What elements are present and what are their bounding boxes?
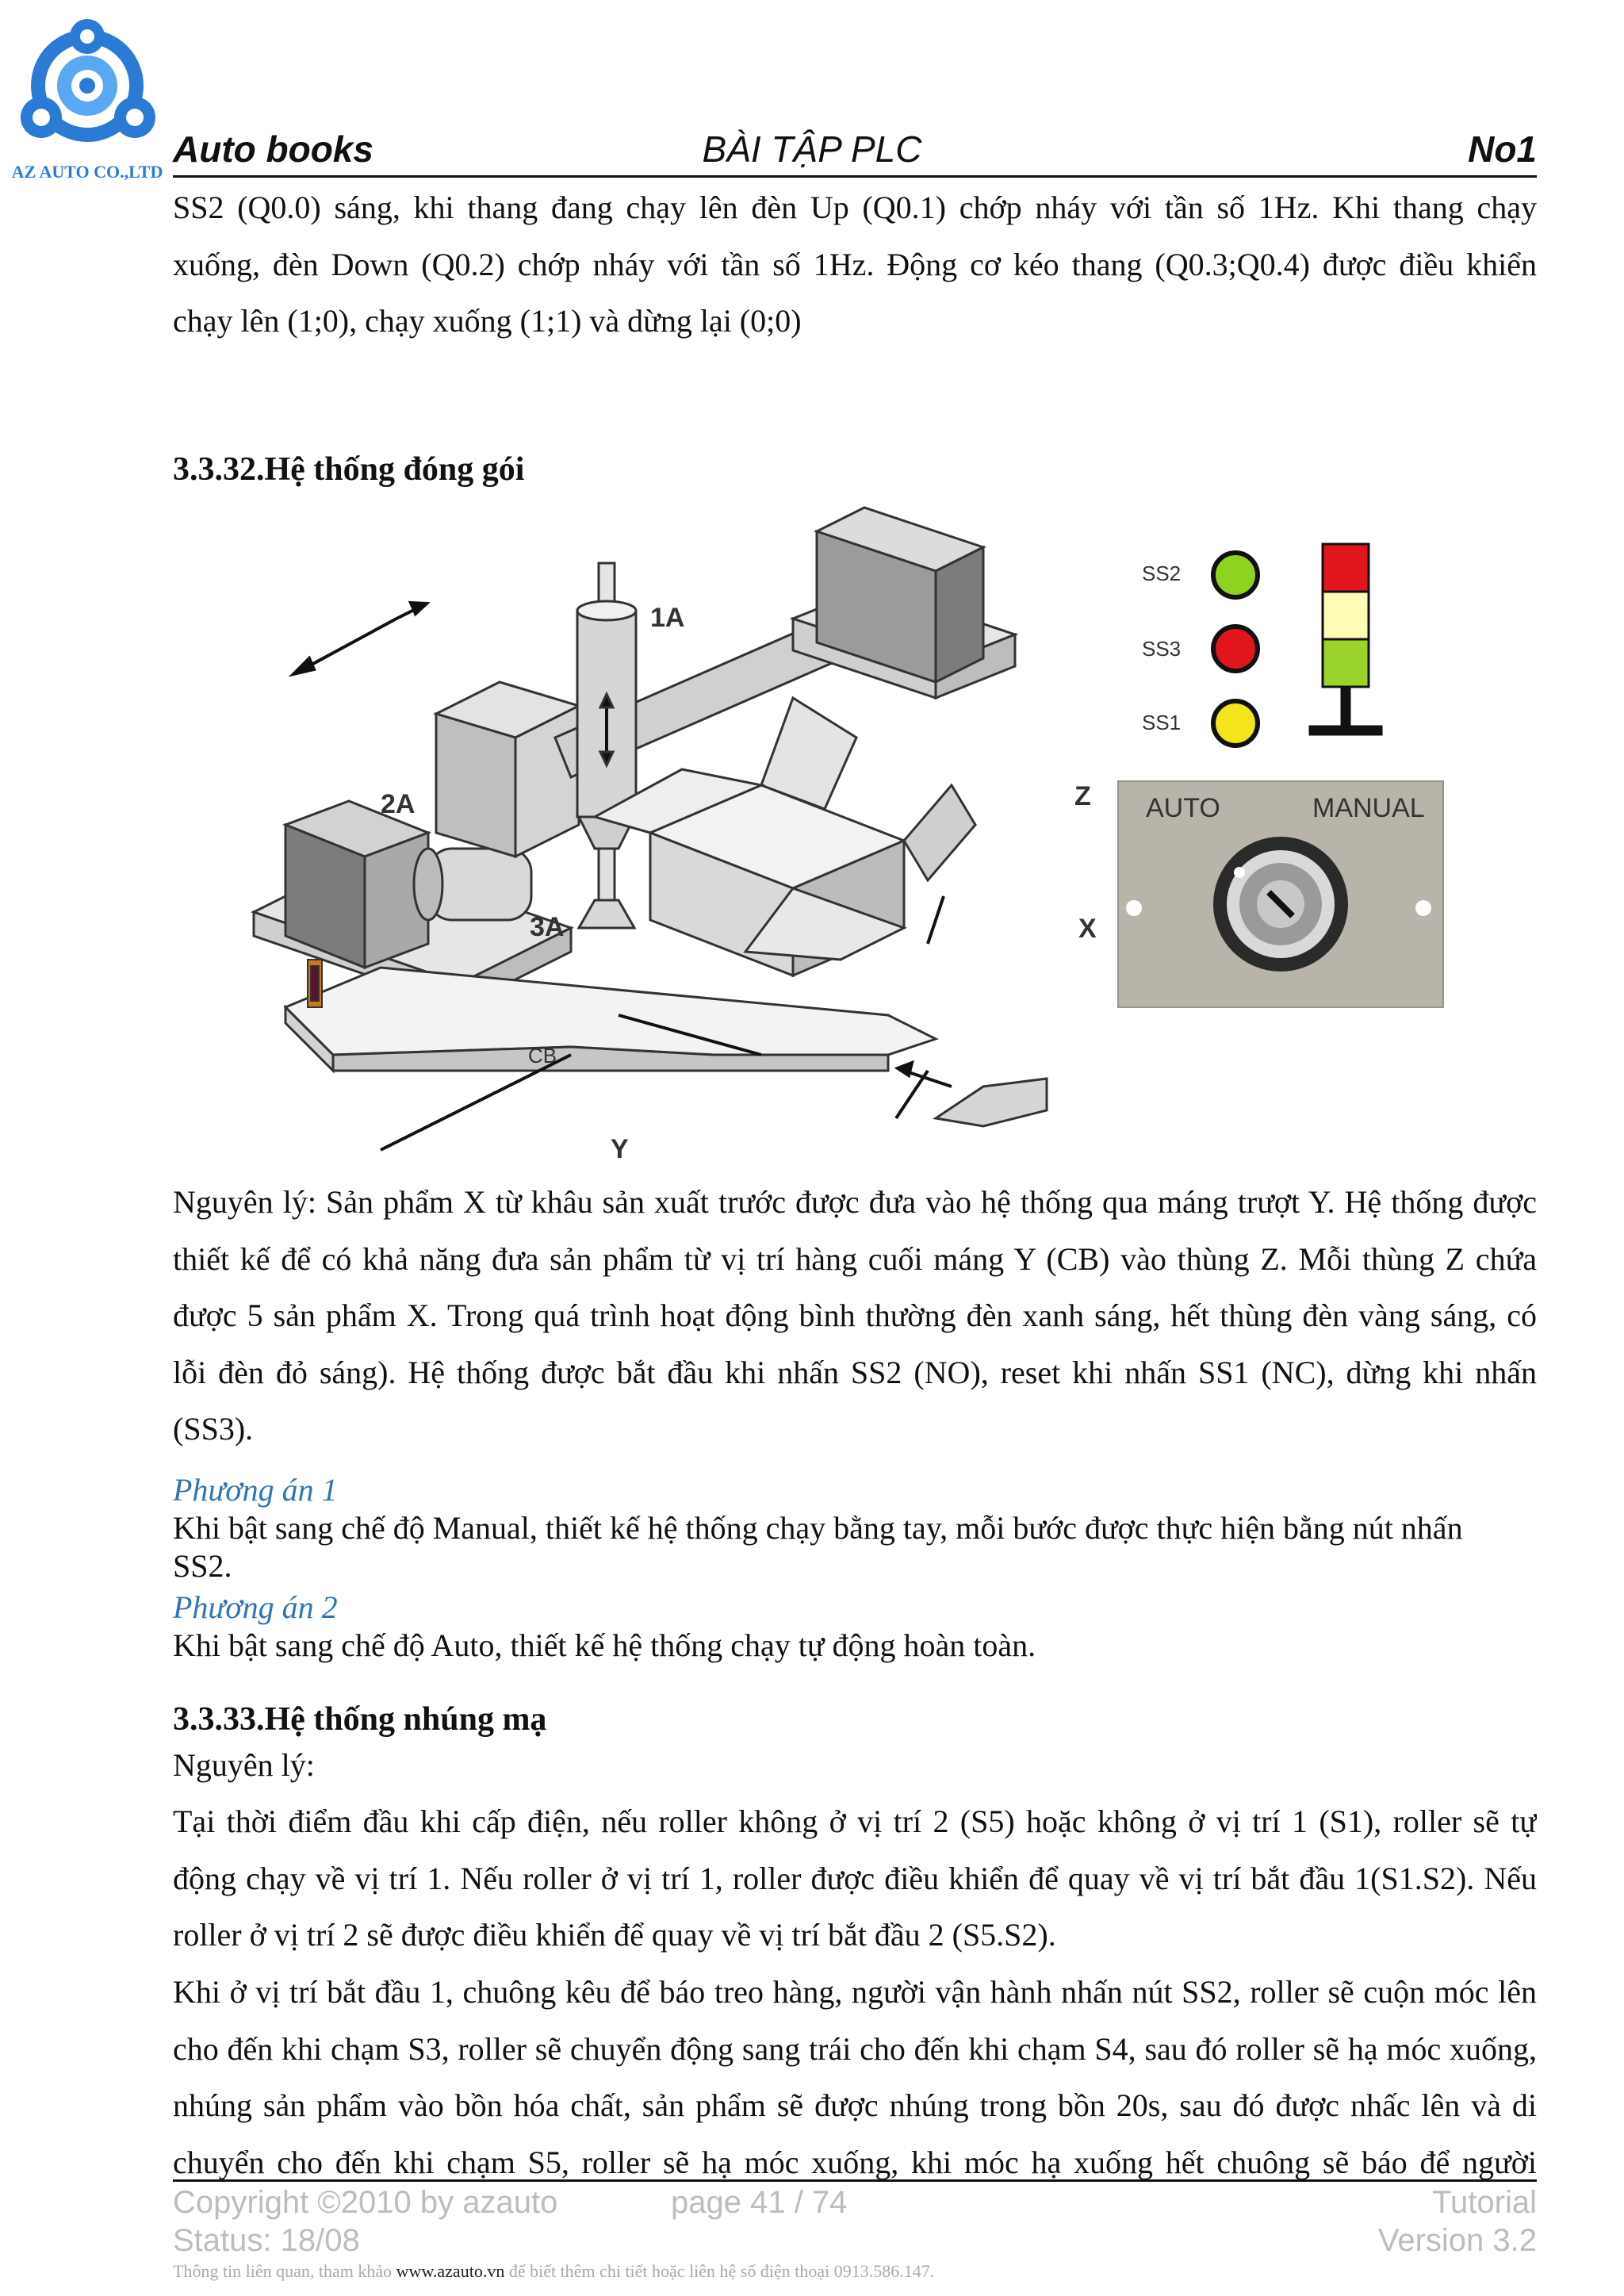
text-line: chạy lên (1;0), chạy xuống (1;1) và dừng lại (0;0) [173, 303, 802, 339]
label-2a: 2A [381, 789, 416, 819]
option-2-line: Khi bật sang chế độ Auto, thiết kế hệ thống chạy tự động hoàn toàn. [173, 1627, 1036, 1663]
switch-label-auto: AUTO [1146, 793, 1220, 823]
mode-switch-plate [1118, 781, 1443, 1007]
section-heading-33: 3.3.33.Hệ thống nhúng mạ [173, 1701, 547, 1738]
header-right: No1 [1468, 128, 1537, 170]
text-line: cho đến khi chạm S3, roller sẽ chuyển động sang trái cho đến khi chạm S4, sau đó roller sẽ hạ móc xuống, [173, 2030, 1537, 2067]
text-line: lỗi đèn đỏ sáng). Hệ thống được bắt đầu khi nhấn SS2 (NO), reset khi nhấn SS1 (NC), dừng khi nhấn [173, 1354, 1537, 1390]
label-1a: 1A [650, 603, 685, 633]
text-line: roller ở vị trí 2 sẽ được điều khiển để quay về vị trí bắt đầu 2 (S5.S2). [173, 1917, 1056, 1953]
principle-paragraph-32 [173, 1174, 1537, 1458]
footer-status: Status: 18/08 [173, 2223, 360, 2258]
packaging-system-figure [238, 500, 1475, 1182]
text-line: được 5 sản phẩm X. Trong quá trình hoạt động bình thường đèn xanh sáng, hết thùng đèn vàng sáng, có [173, 1297, 1537, 1333]
packaging-diagram [238, 500, 1475, 1182]
button-ss1-light [1213, 701, 1258, 746]
button-label-ss1: SS1 [1142, 711, 1182, 734]
label-3a: 3A [530, 912, 565, 942]
footer-version: Version 3.2 [1377, 2223, 1537, 2258]
text-line: Nguyên lý: Sản phẩm X từ khâu sản xuất trước được đưa vào hệ thống qua máng trượt Y. Hệ thống được [173, 1184, 1537, 1220]
text-line: thiết kế để có khả năng đưa sản phẩm từ vị trí hàng cuối máng Y (CB) vào thùng Z. Mỗi thùng Z chứa [173, 1240, 1537, 1277]
label-cb: CB [528, 1044, 557, 1068]
carriage [436, 682, 579, 857]
footer-copyright: Copyright ©2010 by azauto [173, 2185, 558, 2220]
header-rule [173, 175, 1537, 178]
option-1-line-1: Khi bật sang chế độ Manual, thiết kế hệ thống chạy bằng tay, mỗi bước được thực hiện bằng nút nhấn [173, 1510, 1463, 1546]
option-2-title: Phương án 2 [173, 1589, 338, 1625]
footer-page-number: page 41 / 74 [671, 2185, 848, 2220]
button-ss3-light [1213, 627, 1258, 671]
footer-rule [173, 2179, 1537, 2182]
text-line: xuống, đèn Down (Q0.2) chớp nháy với tần số 1Hz. Động cơ kéo thang (Q0.3;Q0.4) được điều khiển [173, 246, 1537, 282]
footer-tutorial: Tutorial [1432, 2185, 1537, 2220]
logo-company-name: AZ AUTO CO.,LTD [11, 162, 163, 182]
label-x: X [1078, 914, 1097, 944]
switch-label-manual: MANUAL [1312, 793, 1425, 823]
signal-tower [1310, 544, 1381, 734]
suction-3a [579, 849, 634, 928]
label-z: Z [1074, 781, 1091, 811]
principle-label-33: Nguyên lý: [173, 1747, 315, 1783]
footer-note-after: để biết thêm chi tiết hoặc liên hệ số điện thoại 0913.586.147. [508, 2261, 935, 2281]
button-label-ss2: SS2 [1142, 562, 1182, 585]
text-line: SS2 (Q0.0) sáng, khi thang đang chạy lên đèn Up (Q0.1) chớp nháy với tần số 1Hz. Khi thang chạy [173, 190, 1537, 225]
footer-website-link[interactable]: www.azauto.vn [396, 2261, 505, 2281]
text-line: Tại thời điểm đầu khi cấp điện, nếu roller không ở vị trí 2 (S5) hoặc không ở vị trí 1 (S1), roller sẽ tự [173, 1803, 1537, 1839]
button-group [1142, 553, 1258, 746]
button-label-ss3: SS3 [1142, 637, 1182, 661]
header-center: BÀI TẬP PLC [702, 128, 922, 170]
option-1-title: Phương án 1 [173, 1472, 338, 1508]
text-line: động chạy về vị trí 1. Nếu roller ở vị trí 1, roller được điều khiển để quay về vị trí bắt đầu 1(S1.S2). Nếu [173, 1860, 1537, 1896]
right-block [793, 508, 1015, 698]
section-heading-32: 3.3.32.Hệ thống đóng gói [173, 451, 525, 488]
product-x [936, 1079, 1047, 1126]
option-1-line-2: SS2. [173, 1548, 232, 1584]
text-line: Khi ở vị trí bắt đầu 1, chuông kêu để báo treo hàng, người vận hành nhấn nút SS2, roller sẽ cuộn móc lên [173, 1974, 1537, 2010]
section-33-paragraph-2 [173, 1964, 1537, 2191]
footer-note-before: Thông tin liên quan, tham khảo [173, 2261, 393, 2281]
slide-y [285, 968, 936, 1071]
footer-note [173, 2261, 934, 2282]
header-left: Auto books [173, 128, 373, 170]
text-line: (SS3). [173, 1411, 254, 1447]
label-y: Y [611, 1134, 629, 1164]
sensor-cb [308, 960, 322, 1007]
section-33-paragraph-1 [173, 1793, 1537, 1964]
text-line: chuyển cho đến khi chạm S5, roller sẽ hạ móc xuống, khi móc hạ xuống hết chuông sẽ báo để người [173, 2144, 1537, 2180]
intro-paragraph [173, 179, 1537, 350]
button-ss2-light [1213, 553, 1258, 597]
text-line: nhúng sản phẩm vào bồn hóa chất, sản phẩm sẽ được nhúng trong bồn 20s, sau đó được nhấc lên và di [173, 2087, 1537, 2123]
